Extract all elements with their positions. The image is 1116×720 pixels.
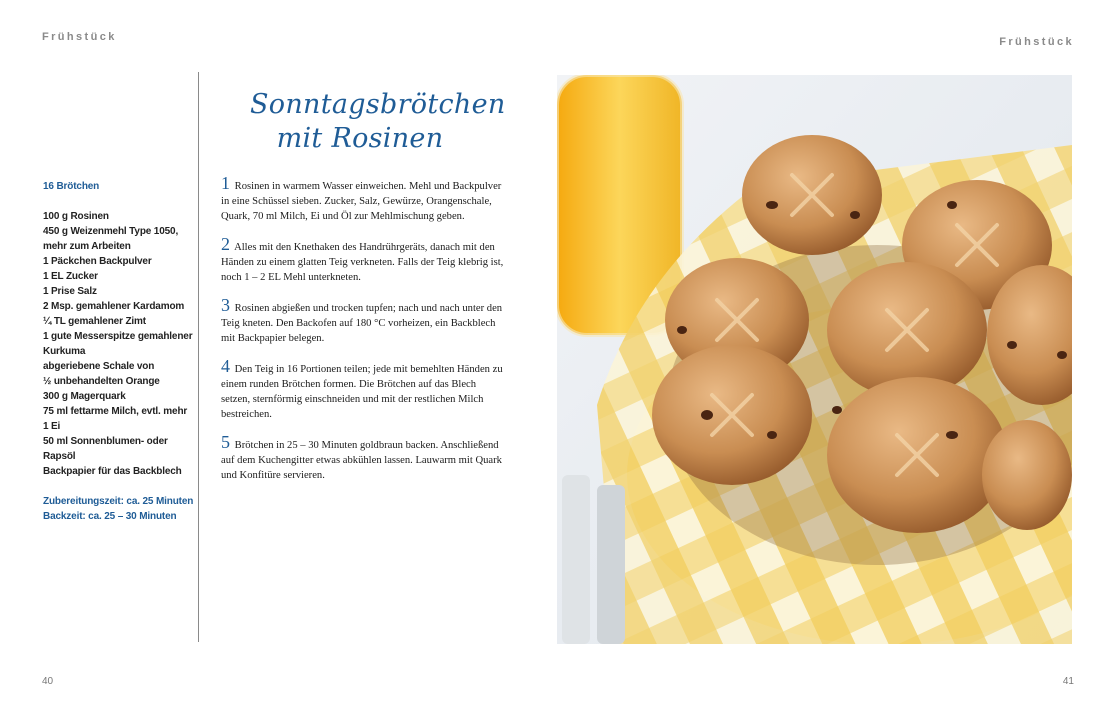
ingredient-item: 1 Päckchen Backpulver bbox=[43, 256, 152, 267]
ingredient-item: ½ unbehandelten Orange bbox=[43, 376, 160, 387]
step-number: 5 bbox=[221, 432, 230, 452]
running-head-right: Frühstück bbox=[999, 36, 1074, 48]
step-number: 2 bbox=[221, 234, 230, 254]
ingredient-item: Backpapier für das Backblech bbox=[43, 466, 182, 477]
recipe-title-line2: mit Rosinen bbox=[276, 123, 444, 154]
bread-rolls-photo bbox=[557, 75, 1072, 644]
instructions bbox=[221, 173, 506, 498]
times-block bbox=[43, 494, 195, 524]
step-text: Alles mit den Knethaken des Handrührgeräts, danach mit den Händen zu einem glatten Teig verkneten. Falls der Teig klebrig ist, noch 1 – 2 EL Mehl unterkneten. bbox=[221, 242, 504, 283]
ingredient-item: 1 gute Messerspitze gemahlener bbox=[43, 331, 193, 342]
ingredient-item: 450 g Weizenmehl Type 1050, bbox=[43, 226, 179, 237]
page-number-left: 40 bbox=[42, 676, 54, 687]
step-text: Rosinen in warmem Wasser einweichen. Mehl und Backpulver in eine Schüssel sieben. Zucker, Salz, Gewürze, Orangenschale, Quark, 70 ml Milch, Ei und Öl zur Mehlmischung geben. bbox=[221, 181, 502, 222]
ingredient-item: 75 ml fettarme Milch, evtl. mehr bbox=[43, 406, 188, 417]
step-text: Rosinen abgießen und trocken tupfen; nach und nach unter den Teig kneten. Den Backofen auf 180 °C vorheizen, ein Backblech mit Backpapier belegen. bbox=[221, 303, 503, 344]
instruction-step bbox=[221, 173, 506, 224]
step-number: 1 bbox=[221, 173, 230, 193]
ingredient-item: 50 ml Sonnenblumen- oder Rapsöl bbox=[43, 436, 168, 462]
step-text: Den Teig in 16 Portionen teilen; jede mit bemehlten Händen zu einem runden Brötchen formen. Die Brötchen auf das Blech setzen, sternförmig einschneiden und mit der restlichen Milch bestreichen. bbox=[221, 364, 503, 420]
ingredient-item: abgeriebene Schale von bbox=[43, 361, 155, 372]
ingredient-item: 100 g Rosinen bbox=[43, 211, 109, 222]
page-number-right: 41 bbox=[1062, 676, 1074, 687]
instruction-step bbox=[221, 432, 506, 483]
ingredient-item: mehr zum Arbeiten bbox=[43, 241, 131, 252]
bread-rolls-illustration bbox=[557, 75, 1072, 644]
recipe-yield: 16 Brötchen bbox=[43, 181, 100, 192]
running-head-left: Frühstück bbox=[42, 31, 117, 43]
ingredient-item: 300 g Magerquark bbox=[43, 391, 126, 402]
recipe-title bbox=[250, 88, 506, 156]
ingredient-item: 1 EL Zucker bbox=[43, 271, 98, 282]
step-number: 3 bbox=[221, 295, 230, 315]
instruction-step bbox=[221, 234, 506, 285]
instruction-step bbox=[221, 356, 506, 422]
ingredient-item: 2 Msp. gemahlener Kardamom bbox=[43, 301, 185, 312]
ingredient-item: Kurkuma bbox=[43, 346, 86, 357]
step-text: Brötchen in 25 – 30 Minuten goldbraun backen. Anschließend auf dem Kuchengitter etwas abkühlen lassen. Lauwarm mit Quark und Konfitüre servieren. bbox=[221, 440, 502, 481]
column-divider bbox=[198, 72, 199, 642]
ingredient-item: ¼ TL gemahlener Zimt bbox=[43, 316, 146, 327]
ingredients-column bbox=[43, 179, 195, 524]
ingredient-item: 1 Ei bbox=[43, 421, 61, 432]
instruction-step bbox=[221, 295, 506, 346]
ingredient-list bbox=[43, 209, 195, 479]
step-number: 4 bbox=[221, 356, 230, 376]
recipe-title-line1: Sonntagsbrötchen bbox=[250, 89, 506, 120]
ingredient-item: 1 Prise Salz bbox=[43, 286, 97, 297]
bake-time: Backzeit: ca. 25 – 30 Minuten bbox=[43, 511, 177, 522]
prep-time: Zubereitungszeit: ca. 25 Minuten bbox=[43, 496, 194, 507]
